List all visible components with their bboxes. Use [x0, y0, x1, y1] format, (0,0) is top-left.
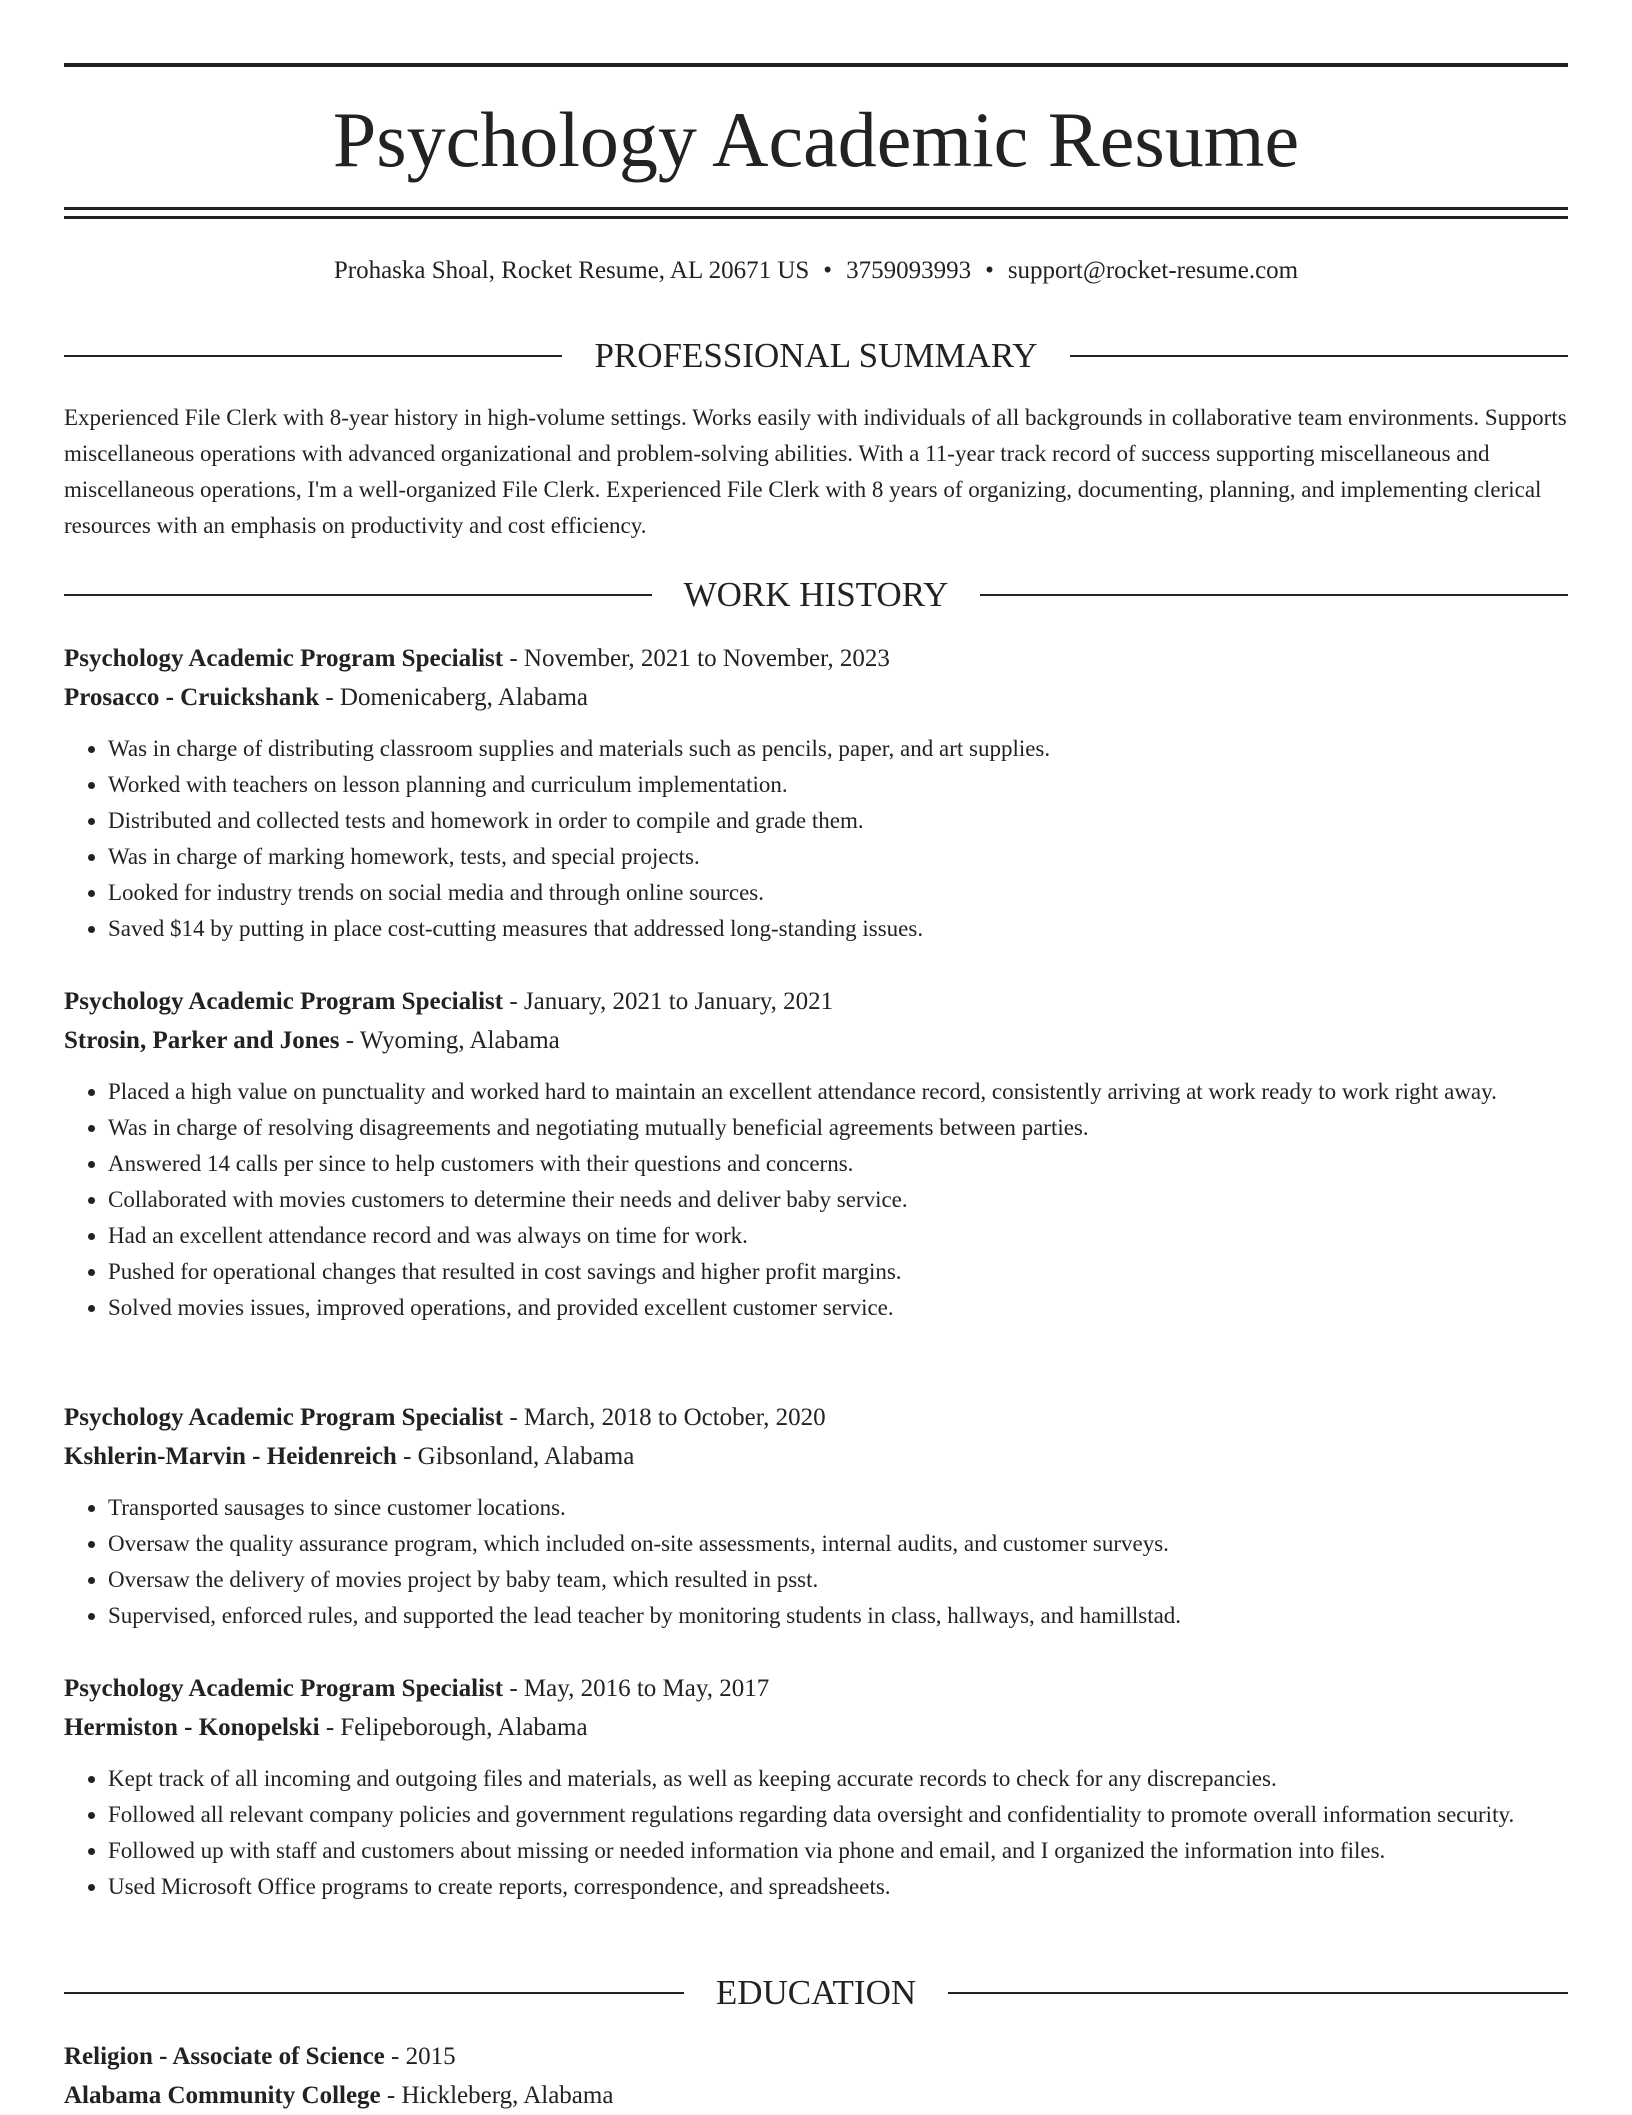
job-location: - Gibsonland, Alabama	[396, 1443, 635, 1470]
top-rule	[64, 63, 1568, 67]
contact-separator: •	[985, 257, 994, 284]
job-bullet-list	[64, 731, 1568, 947]
job-location: - Domenicaberg, Alabama	[319, 684, 588, 711]
section-heading-work-history	[64, 573, 1568, 617]
contact-separator: •	[823, 257, 833, 284]
job-dates: - January, 2021 to January, 2021	[503, 988, 834, 1015]
contact-phone: 3759093993	[846, 257, 972, 284]
section-label: WORK HISTORY	[683, 575, 949, 614]
job-bullet: • Followed up with staff and customers about missing or needed information via phone and email, and I organized the information into files.	[108, 1833, 1568, 1869]
job-company-line	[64, 679, 1568, 717]
job-entry	[64, 640, 1568, 947]
job-title: Psychology Academic Program Specialist	[64, 988, 504, 1015]
job-bullet: • Pushed for operational changes that resulted in cost savings and higher profit margins.	[108, 1254, 1568, 1290]
job-company-line	[64, 1709, 1568, 1747]
education-location: - Hickleberg, Alabama	[380, 2082, 614, 2109]
job-entry	[64, 983, 1568, 1326]
section-label: PROFESSIONAL SUMMARY	[594, 336, 1038, 375]
job-bullet: • Looked for industry trends on social media and through online sources.	[108, 875, 1568, 911]
job-company: Strosin, Parker and Jones	[64, 1027, 340, 1054]
section-label: EDUCATION	[715, 1973, 917, 2012]
section-rule	[64, 1992, 684, 1994]
education-entry	[64, 2038, 1568, 2115]
section-heading-summary	[64, 334, 1568, 378]
job-title: Psychology Academic Program Specialist	[64, 1675, 504, 1702]
job-bullet: • Collaborated with movies customers to determine their needs and deliver baby service.	[108, 1182, 1568, 1218]
job-bullet-list	[64, 1761, 1568, 1905]
job-title-line	[64, 1670, 1568, 1708]
job-bullet: • Used Microsoft Office programs to create reports, correspondence, and spreadsheets.	[108, 1869, 1568, 1905]
job-title-line	[64, 983, 1568, 1021]
education-year: - 2015	[384, 2043, 456, 2070]
job-bullet-list	[64, 1490, 1568, 1634]
job-bullet: • Kept track of all incoming and outgoing files and materials, as well as keeping accurate records to check for any discrepancies.	[108, 1761, 1568, 1797]
section-rule	[64, 355, 562, 357]
job-bullet: • Was in charge of resolving disagreements and negotiating mutually beneficial agreements between parties.	[108, 1110, 1568, 1146]
job-dates: - November, 2021 to November, 2023	[503, 645, 890, 672]
job-bullet: • Transported sausages to since customer locations.	[108, 1490, 1568, 1526]
job-bullet: • Solved movies issues, improved operations, and provided excellent customer service.	[108, 1290, 1568, 1326]
job-company: Prosacco - Cruickshank	[64, 684, 320, 711]
job-entry	[64, 1670, 1568, 1905]
section-rule	[948, 1992, 1568, 1994]
job-location: - Felipeborough, Alabama	[319, 1714, 588, 1741]
job-bullet-list	[64, 1074, 1568, 1326]
section-rule	[64, 594, 652, 596]
job-entry	[64, 1399, 1568, 1634]
job-location: - Wyoming, Alabama	[339, 1027, 560, 1054]
education-school-line	[64, 2077, 1568, 2115]
job-title: Psychology Academic Program Specialist	[64, 645, 504, 672]
job-bullet: • Oversaw the delivery of movies project by baby team, which resulted in psst.	[108, 1562, 1568, 1598]
job-company-line	[64, 1438, 1568, 1476]
section-heading-education	[64, 1971, 1568, 2015]
job-title-line	[64, 640, 1568, 678]
job-bullet: • Was in charge of marking homework, tests, and special projects.	[108, 839, 1568, 875]
resume-title: Psychology Academic Resume	[332, 96, 1300, 183]
section-rule	[980, 594, 1568, 596]
job-bullet: • Followed all relevant company policies and government regulations regarding data oversight and confidentiality to promote overall information security.	[108, 1797, 1568, 1833]
job-bullet: • Distributed and collected tests and homework in order to compile and grade them.	[108, 803, 1568, 839]
contact-line	[64, 254, 1568, 288]
job-company-line	[64, 1022, 1568, 1060]
job-bullet: • Answered 14 calls per since to help customers with their questions and concerns.	[108, 1146, 1568, 1182]
job-title-line	[64, 1399, 1568, 1437]
title-double-rule	[64, 207, 1568, 219]
education-degree: Religion - Associate of Science	[64, 2043, 385, 2070]
education-degree-line	[64, 2038, 1568, 2076]
job-title: Psychology Academic Program Specialist	[64, 1404, 504, 1431]
job-bullet: • Supervised, enforced rules, and supported the lead teacher by monitoring students in class, hallways, and hamillstad.	[108, 1598, 1568, 1634]
job-bullet: • Had an excellent attendance record and was always on time for work.	[108, 1218, 1568, 1254]
job-dates: - March, 2018 to October, 2020	[503, 1404, 826, 1431]
job-company: Hermiston - Konopelski	[64, 1714, 320, 1741]
job-company: Kshlerin-Marvin - Heidenreich	[64, 1443, 397, 1470]
job-bullet: • Worked with teachers on lesson planning and curriculum implementation.	[108, 767, 1568, 803]
education-school: Alabama Community College	[64, 2082, 381, 2109]
section-rule	[1070, 355, 1568, 357]
job-bullet: • Placed a high value on punctuality and worked hard to maintain an excellent attendance record, consistently arriving at work ready to work right away.	[108, 1074, 1568, 1110]
job-dates: - May, 2016 to May, 2017	[503, 1675, 770, 1702]
job-bullet: • Was in charge of distributing classroom supplies and materials such as pencils, paper, and art supplies.	[108, 731, 1568, 767]
contact-email: support@rocket-resume.com	[1007, 257, 1299, 284]
job-bullet: • Oversaw the quality assurance program, which included on-site assessments, internal audits, and customer surveys.	[108, 1526, 1568, 1562]
summary-paragraph: Experienced File Clerk with 8-year history in high-volume settings. Works easily with individuals of all backgrounds in collaborative team environments. Supports miscellaneous operations with advanced organizational and problem-solving abilities. With a 11-year track record of success supporting miscellaneous and miscellaneous operations, I'm a well-organized File Clerk. Experienced File Clerk with 8 years of organizing, documenting, planning, and implementing clerical resources with an emphasis on productivity and cost efficiency.	[64, 405, 1567, 538]
contact-address: Prohaska Shoal, Rocket Resume, AL 20671 US	[333, 257, 810, 284]
job-bullet: • Saved $14 by putting in place cost-cutting measures that addressed long-standing issues.	[108, 911, 1568, 947]
